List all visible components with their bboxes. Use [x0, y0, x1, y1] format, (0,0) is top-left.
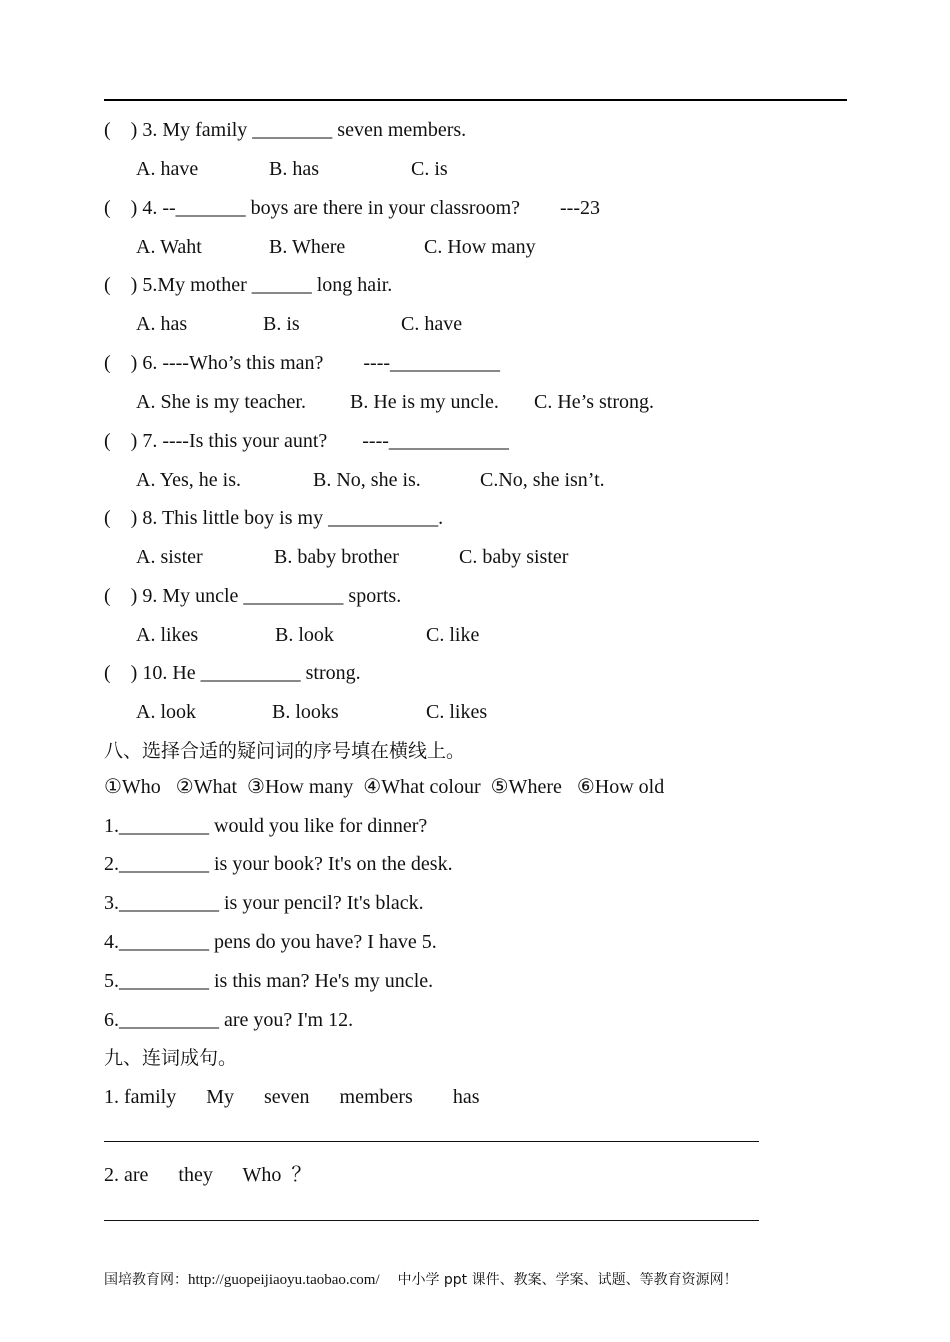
section-8-options: ①Who ②What ③How many ④What colour ⑤Where ⑥How old: [104, 776, 665, 798]
question-5: ( ) 5.My mother ______ long hair.: [104, 274, 393, 296]
question-6: ( ) 6. ----Who’s this man? ----___________: [104, 352, 501, 374]
answer-line-2: [104, 1220, 759, 1221]
section-9-title: 九、连词成句。: [104, 1047, 238, 1069]
section-8-title: 八、选择合适的疑问词的序号填在横线上。: [104, 740, 466, 762]
q5-option-a: A. has: [136, 313, 188, 335]
footer-suffix: 中小学 ppt 课件、教案、学案、试题、等教育资源网！: [379, 1272, 738, 1288]
section-8-item-6: 6.__________ are you? I'm 12.: [104, 1009, 354, 1031]
q9-option-c: C. like: [426, 624, 480, 646]
q7-option-c: C.No, she isn’t.: [480, 469, 605, 491]
section-8-item-4: 4._________ pens do you have? I have 5.: [104, 931, 437, 953]
question-7: ( ) 7. ----Is this your aunt? ----____________: [104, 430, 509, 452]
q6-option-a: A. She is my teacher.: [136, 391, 306, 413]
q9-option-a: A. likes: [136, 624, 199, 646]
footer-url[interactable]: http://guopeijiaoyu.taobao.com/: [188, 1272, 380, 1288]
q10-option-c: C. likes: [426, 701, 488, 723]
q5-option-c: C. have: [401, 313, 463, 335]
q3-option-b: B. has: [269, 158, 319, 180]
q7-option-a: A. Yes, he is.: [136, 469, 242, 491]
section-8-item-3: 3.__________ is your pencil? It's black.: [104, 892, 424, 914]
question-9: ( ) 9. My uncle __________ sports.: [104, 585, 402, 607]
q8-option-a: A. sister: [136, 546, 203, 568]
q8-option-c: C. baby sister: [459, 546, 569, 568]
q4-option-a: A. Waht: [136, 236, 202, 258]
footer: [104, 1270, 738, 1290]
question-8: ( ) 8. This little boy is my ___________.: [104, 507, 444, 529]
question-4: ( ) 4. --_______ boys are there in your classroom? ---23: [104, 197, 600, 219]
question-3: ( ) 3. My family ________ seven members.: [104, 119, 467, 141]
q6-option-b: B. He is my uncle.: [350, 391, 499, 413]
q3-option-a: A. have: [136, 158, 199, 180]
q7-option-b: B. No, she is.: [313, 469, 421, 491]
header-rule: [104, 99, 847, 101]
q10-option-a: A. look: [136, 701, 196, 723]
section-8-item-1: 1._________ would you like for dinner?: [104, 815, 428, 837]
section-8-item-2: 2._________ is your book? It's on the desk.: [104, 853, 453, 875]
footer-prefix: 国培教育网：: [104, 1272, 188, 1288]
q4-option-c: C. How many: [424, 236, 536, 258]
q10-option-b: B. looks: [272, 701, 339, 723]
answer-line-1: [104, 1141, 759, 1142]
question-10: ( ) 10. He __________ strong.: [104, 662, 361, 684]
q5-option-b: B. is: [263, 313, 300, 335]
q4-option-b: B. Where: [269, 236, 346, 258]
q8-option-b: B. baby brother: [274, 546, 399, 568]
section-8-item-5: 5._________ is this man? He's my uncle.: [104, 970, 434, 992]
q9-option-b: B. look: [275, 624, 334, 646]
section-9-item-2: 2. are they Who ？: [104, 1164, 312, 1186]
q6-option-c: C. He’s strong.: [534, 391, 654, 413]
section-9-item-1: 1. family My seven members has: [104, 1086, 480, 1108]
q3-option-c: C. is: [411, 158, 448, 180]
